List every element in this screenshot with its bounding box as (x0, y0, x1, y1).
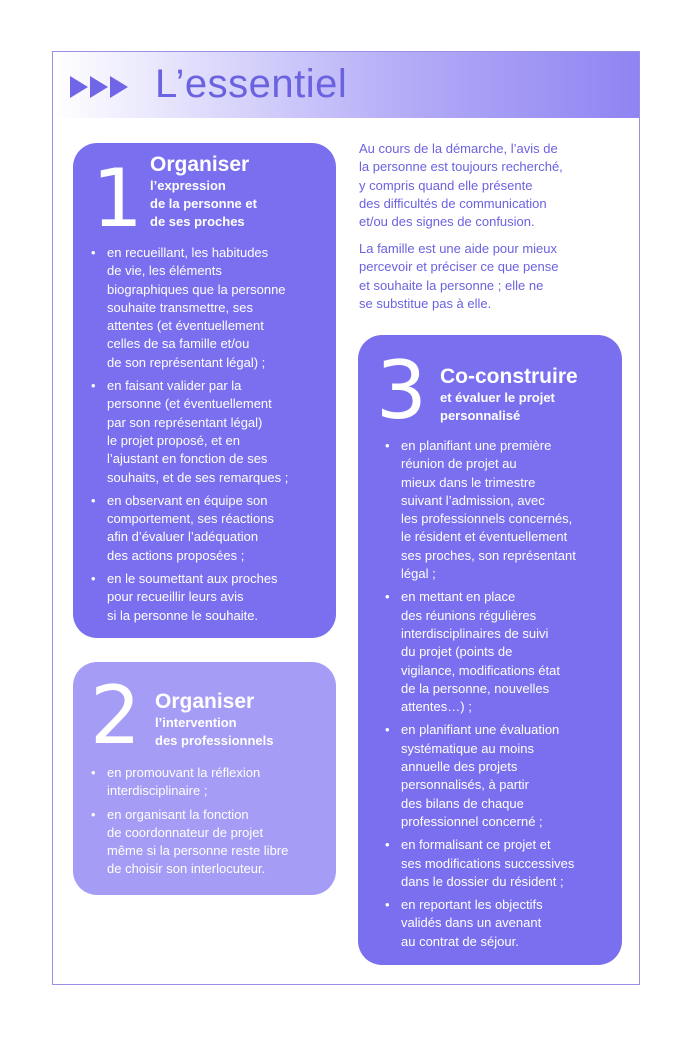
card-subheading: l’expression de la personne et de ses proches (150, 178, 257, 229)
intro-paragraph: La famille est une aide pour mieux percevoir et préciser ce que pense et souhaite la personne ; elle ne se substitue pas à elle. (359, 241, 559, 311)
list-item: • en observant en équipe son comportement, ses réactions afin d’évaluer l’adéquation des actions proposées ; (91, 492, 331, 565)
list-item: • en organisant la fonction de coordonnateur de projet même si la personne reste libre de choisir son interlocuteur. (91, 806, 331, 879)
card-organiser-intervention (73, 662, 336, 895)
card-bullets (91, 764, 331, 884)
list-item: • en planifiant une première réunion de projet au mieux dans le trimestre suivant l’admission, avec les professionnels concernés, le résident et éventuellement ses proches, son représentant légal ; (385, 437, 619, 583)
list-item: • en planifiant une évaluation systématique au moins annuelle des projets personnalisés, à partir des bilans de chaque professionnel concerné ; (385, 721, 619, 831)
card-subheading: l’intervention des professionnels (155, 715, 274, 748)
card-subheading: et évaluer le projet personnalisé (440, 390, 555, 423)
list-item: • en formalisant ce projet et ses modifications successives dans le dossier du résident ; (385, 836, 619, 891)
list-item: • en le soumettant aux proches pour recueillir leurs avis si la personne le souhaite. (91, 570, 331, 625)
list-item: • en faisant valider par la personne (et éventuellement par son représentant légal) le projet proposé, et en l’ajustant en fonction de ses souhaits, et de ses remarques ; (91, 377, 331, 487)
list-item: • en promouvant la réflexion interdisciplinaire ; (91, 764, 331, 801)
triple-arrow-icon (70, 70, 128, 104)
list-item: • en mettant en place des réunions régulières interdisciplinaires de suivi du projet (points de vigilance, modifications état de la personne, nouvelles attentes…) ; (385, 588, 619, 716)
card-bullets (385, 437, 619, 956)
card-bullets (91, 244, 331, 630)
card-heading: Organiser (150, 153, 250, 176)
list-item: • en recueillant, les habitudes de vie, les éléments biographiques que la personne souhaite transmettre, ses attentes (et éventuellement celles de sa famille et/ou de son représentant légal) ; (91, 244, 331, 372)
list-item: • en reportant les objectifs validés dans un avenant au contrat de séjour. (385, 896, 619, 951)
card-number: 3 (376, 344, 427, 437)
card-co-construire (358, 335, 622, 965)
card-number: 2 (90, 669, 141, 762)
page-title: L’essentiel (155, 62, 348, 106)
card-organiser-expression (73, 143, 336, 638)
intro-paragraph: Au cours de la démarche, l’avis de la personne est toujours recherché, y compris quand elle présente des difficultés de communication et/ou des signes de confusion. (359, 141, 563, 230)
card-heading: Co-construire (440, 365, 578, 388)
card-heading: Organiser (155, 690, 255, 713)
card-number: 1 (92, 152, 143, 245)
